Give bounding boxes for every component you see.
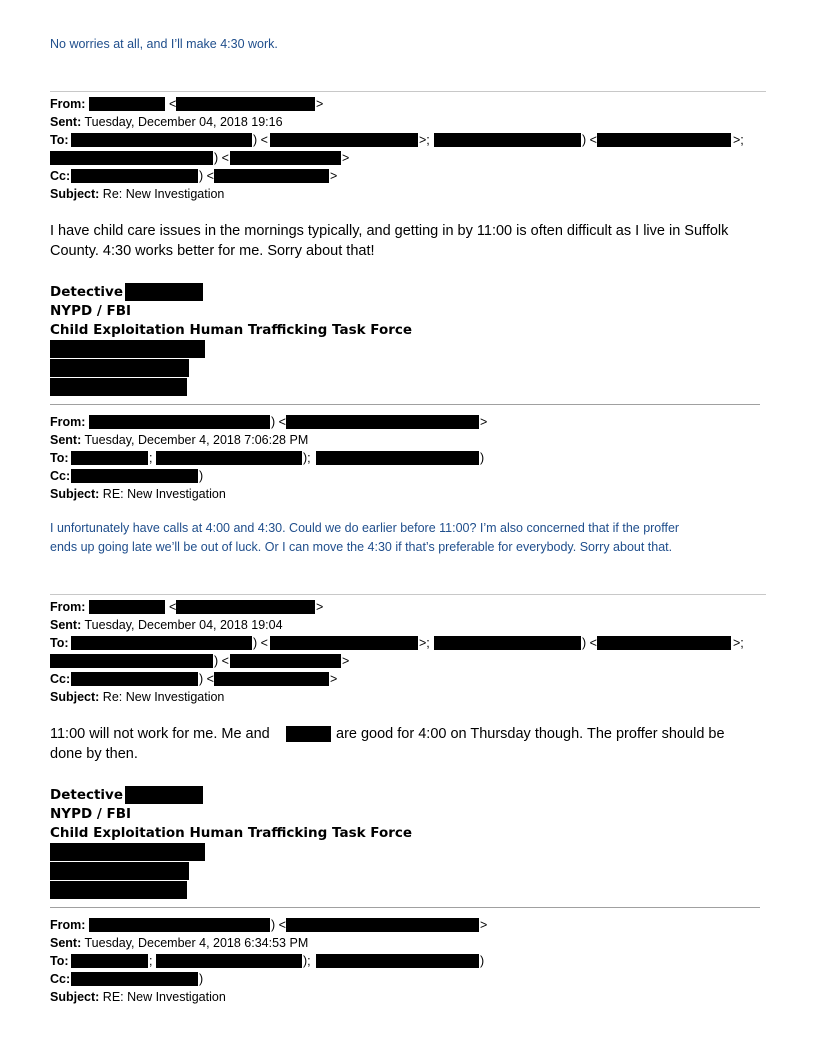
- redaction: [316, 954, 479, 968]
- redaction: [176, 97, 315, 111]
- sent-label: Sent:: [50, 936, 82, 950]
- signature-unit: Child Exploitation Human Trafficking Task Force: [50, 825, 413, 841]
- redaction: [71, 469, 198, 483]
- redaction: [286, 726, 331, 742]
- email-body-line: County. 4:30 works better for me. Sorry about that!: [50, 243, 375, 259]
- cc-label: Cc:: [50, 469, 71, 483]
- redaction: [125, 283, 203, 301]
- sent-label: Sent:: [50, 115, 82, 129]
- email-body-line: done by then.: [50, 746, 138, 762]
- subject-label: Subject:: [50, 187, 100, 201]
- divider: [50, 907, 760, 908]
- from-label: From:: [50, 97, 86, 111]
- top-reply-text: No worries at all, and I’ll make 4:30 work.: [50, 37, 278, 51]
- redaction: [156, 954, 302, 968]
- signature-unit: Child Exploitation Human Trafficking Task Force: [50, 322, 413, 338]
- divider: [50, 404, 760, 405]
- redaction: [50, 862, 189, 880]
- from-label: From:: [50, 415, 86, 429]
- redaction: [434, 133, 581, 147]
- redaction: [434, 636, 581, 650]
- redaction: [89, 97, 165, 111]
- cc-label: Cc:: [50, 672, 71, 686]
- sent-value: Tuesday, December 04, 2018 19:16: [84, 115, 283, 129]
- redaction: [125, 786, 203, 804]
- to-label: To:: [50, 451, 69, 465]
- redaction: [50, 151, 213, 165]
- redaction: [89, 415, 270, 429]
- redaction: [214, 169, 329, 183]
- redaction: [597, 133, 731, 147]
- signature-agency: NYPD / FBI: [50, 303, 132, 319]
- cc-label: Cc:: [50, 972, 71, 986]
- redaction: [50, 843, 205, 861]
- sent-value: Tuesday, December 4, 2018 7:06:28 PM: [84, 433, 309, 447]
- redaction: [286, 918, 479, 932]
- redaction: [176, 600, 315, 614]
- to-label: To:: [50, 133, 69, 147]
- redaction: [286, 415, 479, 429]
- subject-label: Subject:: [50, 690, 100, 704]
- sent-label: Sent:: [50, 618, 82, 632]
- email-body-line: I unfortunately have calls at 4:00 and 4:30. Could we do earlier before 11:00? I’m also concerned that if the proffer: [50, 521, 680, 535]
- redaction: [214, 672, 329, 686]
- redaction: [316, 451, 479, 465]
- redaction: [270, 133, 418, 147]
- redaction: [71, 451, 148, 465]
- redaction: [50, 881, 187, 899]
- redaction: [71, 133, 252, 147]
- to-label: To:: [50, 636, 69, 650]
- subject-label: Subject:: [50, 990, 100, 1004]
- redaction: [71, 672, 198, 686]
- redaction: [50, 359, 189, 377]
- signature-agency: NYPD / FBI: [50, 806, 132, 822]
- email-body-line: ends up going late we’ll be out of luck. Or I can move the 4:30 if that’s preferable for everybody. Sorry about that.: [50, 540, 673, 554]
- subject-label: Subject:: [50, 487, 100, 501]
- sent-value: Tuesday, December 04, 2018 19:04: [84, 618, 283, 632]
- to-label: To:: [50, 954, 69, 968]
- divider: [50, 91, 766, 92]
- subject-value: RE: New Investigation: [102, 487, 226, 501]
- redaction: [597, 636, 731, 650]
- redaction: [50, 378, 187, 396]
- redaction: [156, 451, 302, 465]
- email-body-line: are good for 4:00 on Thursday though. The proffer should be: [336, 726, 725, 742]
- divider: [50, 594, 766, 595]
- from-label: From:: [50, 600, 86, 614]
- signature-title: Detective: [50, 284, 124, 300]
- email-body-line: 11:00 will not work for me. Me and: [50, 726, 270, 742]
- redaction: [89, 600, 165, 614]
- sent-value: Tuesday, December 4, 2018 6:34:53 PM: [84, 936, 309, 950]
- redaction: [50, 654, 213, 668]
- subject-value: RE: New Investigation: [102, 990, 226, 1004]
- subject-value: Re: New Investigation: [102, 690, 225, 704]
- cc-label: Cc:: [50, 169, 71, 183]
- redaction: [71, 169, 198, 183]
- redaction: [71, 954, 148, 968]
- signature-title: Detective: [50, 787, 124, 803]
- email-body-line: I have child care issues in the mornings typically, and getting in by 11:00 is often difficult as I live in Suffolk: [50, 223, 729, 239]
- redaction: [230, 151, 341, 165]
- from-label: From:: [50, 918, 86, 932]
- redaction: [270, 636, 418, 650]
- redaction: [89, 918, 270, 932]
- sent-label: Sent:: [50, 433, 82, 447]
- redaction: [50, 340, 205, 358]
- redaction: [71, 636, 252, 650]
- redaction: [71, 972, 198, 986]
- redaction: [230, 654, 341, 668]
- subject-value: Re: New Investigation: [102, 187, 225, 201]
